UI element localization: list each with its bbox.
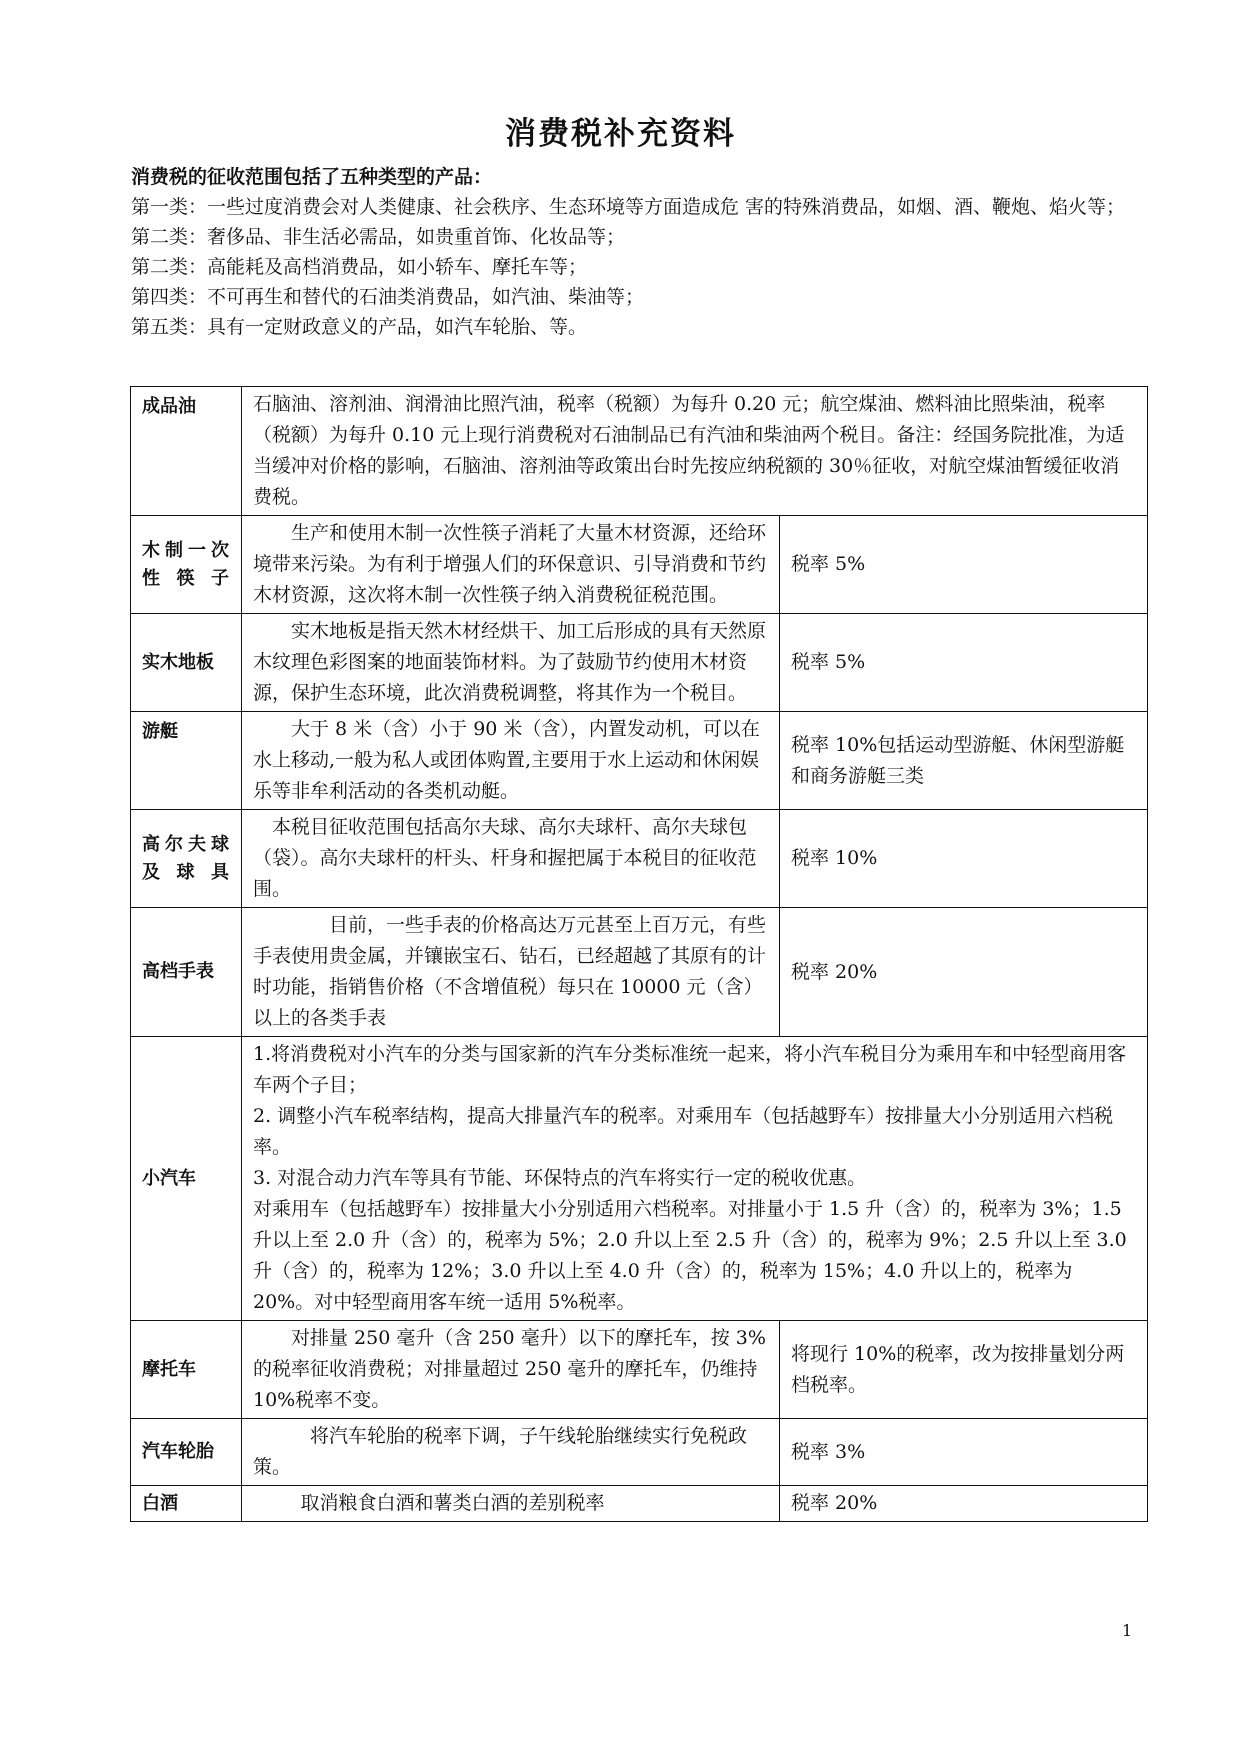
row-rate: 税率 20%	[780, 1486, 1148, 1522]
page-number: 1	[1122, 1621, 1133, 1640]
table-row-liquor	[131, 1486, 1148, 1522]
row-rate: 税率 20%	[780, 908, 1148, 1037]
row-name: 摩托车	[131, 1321, 242, 1419]
row-description	[242, 1037, 1148, 1321]
row-description: 目前，一些手表的价格高达万元甚至上百万元，有些手表使用贵金属，并镶嵌宝石、钻石，已经超越了其原有的计时功能，指销售价格（不含增值税）每只在 10000 元（含）以上的各类手表	[242, 908, 780, 1037]
intro-line-1: 第一类：一些过度消费会对人类健康、社会秩序、生态环境等方面造成危 害的特殊消费品，如烟、酒、鞭炮、焰火等；	[131, 196, 1126, 218]
row-rate: 税率 5%	[780, 516, 1148, 614]
row-description: 将汽车轮胎的税率下调，子午线轮胎继续实行免税政策。	[242, 1419, 780, 1486]
page-title: 消费税补充资料	[505, 116, 736, 152]
table-row-car	[131, 1037, 1148, 1321]
row-description: 生产和使用木制一次性筷子消耗了大量木材资源，还给环境带来污染。为有利于增强人们的环保意识、引导消费和节约木材资源，这次将木制一次性筷子纳入消费税征税范围。	[242, 516, 780, 614]
row-name: 白酒	[131, 1486, 242, 1522]
row-name: 高尔夫球及球具	[131, 810, 242, 908]
row-rate: 税率 5%	[780, 614, 1148, 712]
car-line-2: 2. 调整小汽车税率结构，提高大排量汽车的税率。对乘用车（包括越野车）按排量大小分别适用六档税率。	[253, 1105, 1114, 1158]
table-row-motorcycle	[131, 1321, 1148, 1419]
intro-heading: 消费税的征收范围包括了五种类型的产品：	[131, 166, 493, 188]
row-name: 木制一次性筷子	[131, 516, 242, 614]
row-description: 实木地板是指天然木材经烘干、加工后形成的具有天然原木纹理色彩图案的地面装饰材料。为了鼓励节约使用木材资源，保护生态环境，此次消费税调整，将其作为一个税目。	[242, 614, 780, 712]
row-name: 成品油	[131, 387, 242, 516]
table-row-yacht	[131, 712, 1148, 810]
row-name: 小汽车	[131, 1037, 242, 1321]
table-row-golf	[131, 810, 1148, 908]
tax-table	[130, 386, 1148, 1522]
row-description: 本税目征收范围包括高尔夫球、高尔夫球杆、高尔夫球包（袋）。高尔夫球杆的杆头、杆身和握把属于本税目的征收范围。	[242, 810, 780, 908]
row-name: 游艇	[131, 712, 242, 810]
table-row-tire	[131, 1419, 1148, 1486]
intro-line-4: 第四类：不可再生和替代的石油类消费品，如汽油、柴油等；	[131, 286, 645, 308]
row-rate: 将现行 10%的税率，改为按排量划分两档税率。	[780, 1321, 1148, 1419]
row-description: 对排量 250 毫升（含 250 毫升）以下的摩托车，按 3%的税率征收消费税；对排量超过 250 毫升的摩托车，仍维持 10%税率不变。	[242, 1321, 780, 1419]
car-line-4: 对乘用车（包括越野车）按排量大小分别适用六档税率。对排量小于 1.5 升（含）的，税率为 3%；1.5 升以上至 2.0 升（含）的，税率为 5%；2.0 升以上至 2.5 升（含）的，税率为 9%；2.5 升以上至 3.0 升（含）的，税率为 12%；3.0 升以上至 4.0 升（含）的，税率为 15%；4.0 升以上的，税率为 20%。对中轻型商用客车统一适用 5%税率。	[253, 1198, 1127, 1313]
row-rate: 税率 3%	[780, 1419, 1148, 1486]
row-description: 石脑油、溶剂油、润滑油比照汽油，税率（税额）为每升 0.20 元；航空煤油、燃料油比照柴油，税率（税额）为每升 0.10 元上现行消费税对石油制品已有汽油和柴油两个税目。备注：经国务院批准，为适当缓冲对价格的影响，石脑油、溶剂油等政策出台时先按应纳税额的 30％征收，对航空煤油暂缓征收消费税。	[242, 387, 1148, 516]
car-line-1: 1.将消费税对小汽车的分类与国家新的汽车分类标准统一起来，将小汽车税目分为乘用车和中轻型商用客车两个子目；	[253, 1043, 1127, 1096]
table-row-refined-oil	[131, 387, 1148, 516]
row-name: 汽车轮胎	[131, 1419, 242, 1486]
intro-line-2: 第二类：奢侈品、非生活必需品，如贵重首饰、化妆品等；	[131, 226, 626, 248]
row-description: 大于 8 米（含）小于 90 米（含），内置发动机，可以在水上移动,一般为私人或团体购置,主要用于水上运动和休闲娱乐等非牟利活动的各类机动艇。	[242, 712, 780, 810]
table-row-wood-flooring	[131, 614, 1148, 712]
table-row-watch	[131, 908, 1148, 1037]
car-line-3: 3. 对混合动力汽车等具有节能、环保特点的汽车将实行一定的税收优惠。	[253, 1167, 867, 1189]
intro-line-5: 第五类：具有一定财政意义的产品，如汽车轮胎、等。	[131, 316, 588, 338]
row-description: 取消粮食白酒和薯类白酒的差别税率	[242, 1486, 780, 1522]
row-name: 高档手表	[131, 908, 242, 1037]
intro-section	[131, 162, 1145, 342]
row-rate: 税率 10%	[780, 810, 1148, 908]
intro-line-3: 第二类：高能耗及高档消费品，如小轿车、摩托车等；	[131, 256, 588, 278]
row-rate: 税率 10%包括运动型游艇、休闲型游艇和商务游艇三类	[780, 712, 1148, 810]
row-name: 实木地板	[131, 614, 242, 712]
table-row-chopsticks	[131, 516, 1148, 614]
